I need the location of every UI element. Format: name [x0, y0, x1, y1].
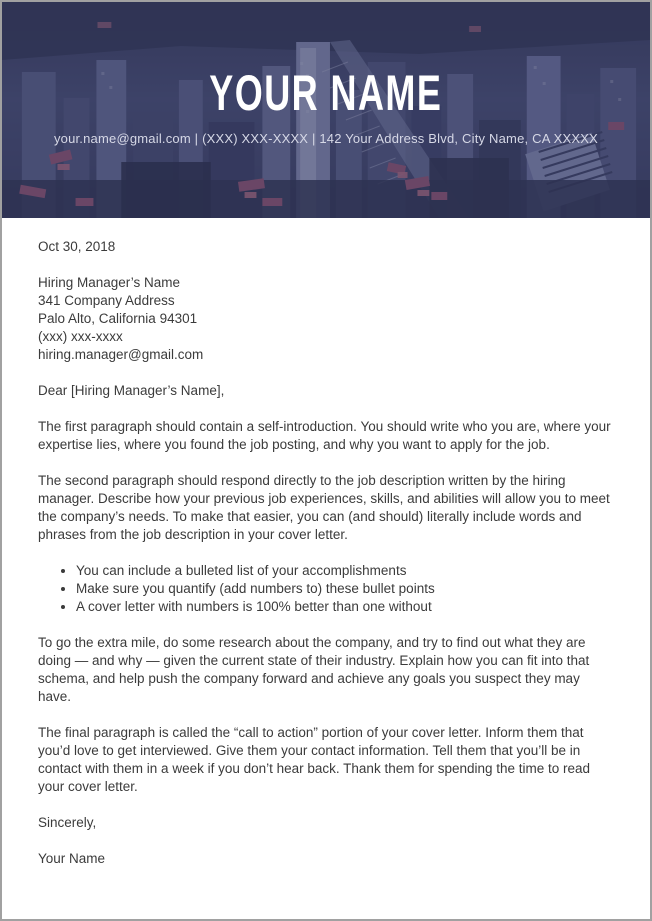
paragraph-body: The second paragraph should respond directly to the job description written by the hiring manager. Describe how your previous job experiences, skills, and abilities will allow you to meet the company’s needs. To make that easier, you can (and should) literally include words and phrases from the job description in your cover letter. — [38, 473, 610, 542]
paragraph-intro: The first paragraph should contain a self-introduction. You should write who you are, where your expertise lies, where you found the job posting, and why you want to apply for the job. — [38, 419, 611, 452]
signature: Your Name — [38, 851, 106, 866]
header-contact-line: your.name@gmail.com | (XXX) XXX-XXXX | 142 Your Address Blvd, City Name, CA XXXXX — [53, 131, 599, 146]
bullet-item: • A cover letter with numbers is 100% better than one without — [76, 598, 614, 616]
header-text — [2, 2, 650, 218]
bullet-item: • Make sure you quantify (add numbers to) these bullet points — [76, 580, 614, 598]
paragraph-call-to-action: The final paragraph is called the “call to action” portion of your cover letter. Inform them that you’d love to get interviewed. Give them your contact information. Tell them that you’ll be in contact with them in a week if you don’t hear back. Thank them for spending the time to read your cover letter. — [38, 725, 591, 794]
recipient-phone: (xxx) xxx-xxxx — [38, 329, 123, 344]
recipient-email: hiring.manager@gmail.com — [38, 347, 204, 362]
header-name: YOUR NAME — [209, 65, 443, 121]
bullet-item: • You can include a bulleted list of your accomplishments — [76, 562, 614, 580]
date-line: Oct 30, 2018 — [38, 239, 116, 254]
paragraph-research: To go the extra mile, do some research about the company, and try to find out what they are doing — and why — given the current state of their industry. Explain how you can fit into that schema, and help push the company forward and achieve any goals you suspect they may have. — [38, 635, 590, 704]
recipient-address: 341 Company Address — [38, 293, 175, 308]
recipient-city: Palo Alto, California 94301 — [38, 311, 198, 326]
header-banner — [2, 2, 650, 218]
bullet-list — [38, 562, 614, 616]
recipient-name: Hiring Manager’s Name — [38, 275, 181, 290]
letter-body — [2, 218, 650, 868]
closing: Sincerely, — [38, 815, 97, 830]
recipient-block — [38, 274, 614, 364]
salutation: Dear [Hiring Manager’s Name], — [38, 383, 225, 398]
